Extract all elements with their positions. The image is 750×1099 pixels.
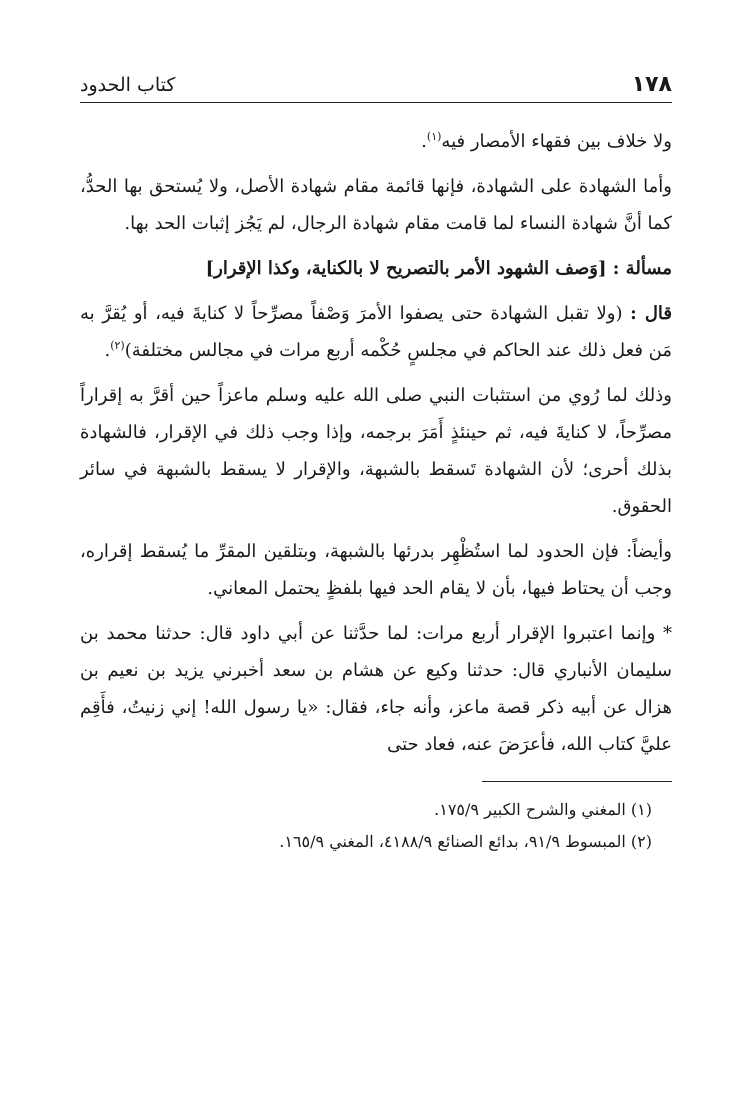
paragraph: وأما الشهادة على الشهادة، فإنها قائمة مقام شهادة الأصل، ولا يُستحق بها الحدُّ، كما أنَّ شهادة النساء لما قامت مقام شهادة الرجال، لم يَجُز إثبات الحد بها. bbox=[80, 176, 672, 234]
paragraph: قال : (ولا تقبل الشهادة حتى يصفوا الأمرَ وَصْفاً مصرِّحاً لا كنايةَ فيه، أو يُقرَّ به مَن فعل ذلك عند الحاكم في مجلسٍ حُكْمه أربع مرات في مجالس مختلفة)$^{(٢)}$. bbox=[80, 303, 672, 361]
section-heading: مسألة : [وَصف الشهود الأمر بالتصريح لا بالكناية، وكذا الإقرار] bbox=[205, 258, 672, 279]
book-page bbox=[80, 68, 672, 858]
main-text bbox=[80, 123, 672, 763]
speaker-label: قال : bbox=[630, 303, 672, 324]
paragraph: * وإنما اعتبروا الإقرار أربع مرات: لما حدَّثنا عن أبي داود قال: حدثنا محمد بن سليمان الأنباري قال: حدثنا وكيع عن هشام بن سعد أخبرني يزيد بن نعيم بن هزال عن أبيه ذكر قصة ماعز، وأنه جاء، فقال: «يا رسول الله! إني زنيتُ، فأَقِم عليَّ كتاب الله، فأعرَضَ عنه، فعاد حتى bbox=[80, 623, 672, 755]
paragraph: وذلك لما رُوي من استثبات النبي صلى الله عليه وسلم ماعزاً حين أقرَّ به إقراراً مصرِّحاً، لا كنايةَ فيه، ثم حينئذٍ أَمَرَ برجمه، وإذا وجب ذلك في الإقرار، فالشهادة بذلك أحرى؛ لأن الشهادة تَسقط بالشبهة، والإقرار لا يسقط بالشبهة في سائر الحقوق. bbox=[80, 385, 672, 517]
footnote: (٢) المبسوط ٩١/٩، بدائع الصنائع ٤١٨٨/٩، المغني ١٦٥/٩. bbox=[279, 832, 652, 851]
paragraph: وأيضاً: فإن الحدود لما استُظْهِر بدرئها بالشبهة، وبتلقين المقرِّ ما يُسقط إقراره، وجب أن يحتاط فيها، بأن لا يقام الحد فيها بلفظٍ يحتمل المعاني. bbox=[80, 541, 672, 599]
footnote-rule bbox=[482, 781, 672, 782]
footnote: (١) المغني والشرح الكبير ١٧٥/٩. bbox=[434, 800, 652, 819]
page-number: ١٧٨ bbox=[631, 72, 672, 97]
running-header bbox=[80, 68, 672, 102]
book-title: كتاب الحدود bbox=[80, 74, 176, 96]
footnote-ref: (٢) bbox=[110, 339, 125, 352]
footnotes bbox=[80, 794, 672, 858]
footnote-ref: (١) bbox=[426, 130, 442, 143]
paragraph: ولا خلاف بين فقهاء الأمصار فيه$^{(١)}$. bbox=[421, 130, 672, 152]
header-rule bbox=[80, 102, 672, 103]
